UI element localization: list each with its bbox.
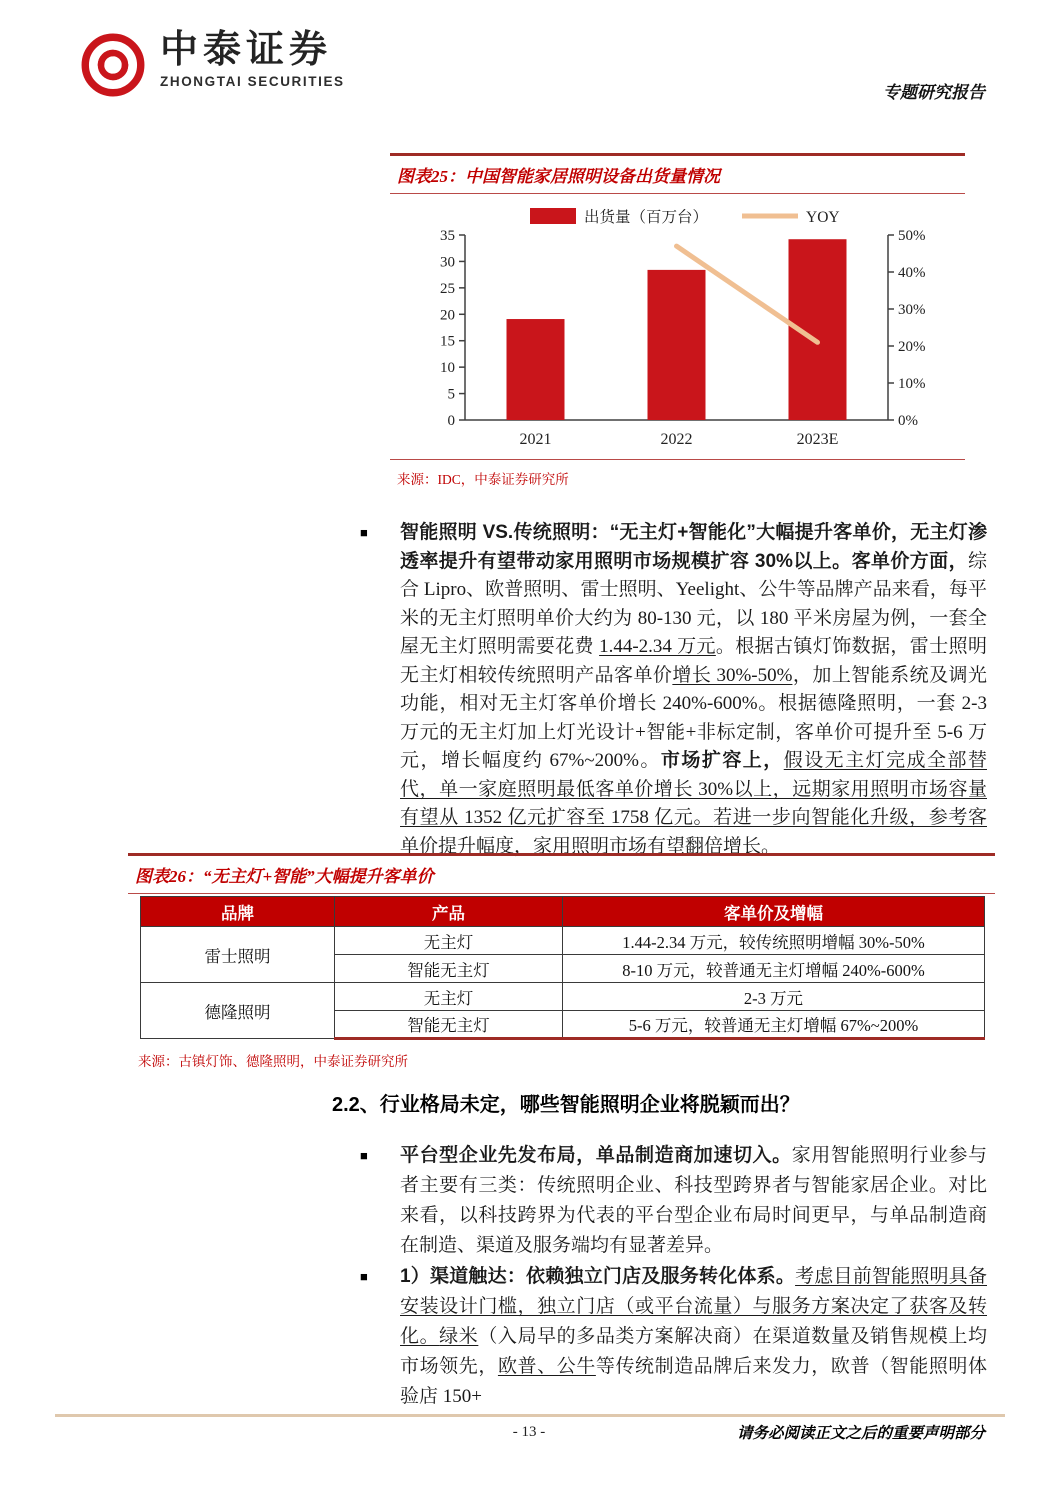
brand-cell: 雷士照明 (141, 927, 335, 983)
paragraph-text: 智能照明 VS.传统照明：“无主灯+智能化”大幅提升客单价，无主灯渗透率提升有望带动家用照明市场规模扩容 30%以上。客单价方面，综合 Lipro、欧普照明、雷士照明、Yeelight、公牛等品牌产品来看，每平米的无主灯照明单价大约为 80-130 元，以 180 平米房屋为例，一套全屋无主灯照明需要花费 1.44-2.34 万元。根据古镇灯饰数据，雷士照明无主灯相较传统照明产品客单价增长 30%-50%，加上智能系统及调光功能，相对无主灯客单价增长 240%-600%。根据德隆照明，一套 2-3 万元的无主灯加上灯光设计+智能+非标定制，客单价可提升至 5-6 万元，增长幅度约 67%~200%。市场扩容上，假设无主灯完成全部替代，单一家庭照明最低客单价增长 30%以上，远期家用照明市场容量有望从 1352 亿元扩容至 1758 亿元。若进一步向智能化升级，参考客单价提升幅度，家用照明市场有望翻倍增长。 (400, 522, 987, 857)
figure25-source: 来源：IDC，中泰证券研究所 (390, 459, 965, 492)
figure26-source: 来源：古镇灯饰、德隆照明，中泰证券研究所 (138, 1054, 408, 1069)
price-cell: 1.44-2.34 万元，较传统照明增幅 30%-50% (562, 927, 984, 955)
price-cell: 5-6 万元，较普通无主灯增幅 67%~200% (562, 1011, 984, 1039)
col-header-brand: 品牌 (141, 897, 335, 927)
bullet-square-icon: ■ (360, 1148, 368, 1163)
bullet-square-icon: ■ (360, 525, 368, 540)
svg-text:出货量（百万台）: 出货量（百万台） (584, 209, 709, 226)
svg-text:YOY: YOY (806, 209, 840, 226)
paragraph-text: 平台型企业先发布局，单品制造商加速切入。家用智能照明行业参与者主要有三类：传统照明企业、科技型跨界者与智能家居企业。对比来看，以科技跨界为代表的平台型企业布局时间更早，与单品制造商在制造、渠道及服务端均有显著差异。 (400, 1145, 987, 1256)
svg-text:35: 35 (440, 228, 455, 244)
table-row (141, 927, 985, 955)
product-cell: 智能无主灯 (335, 1011, 563, 1039)
product-cell: 智能无主灯 (335, 955, 563, 983)
zhongtai-logo-icon (76, 28, 150, 102)
brand-name-cn: 中泰证券 (160, 29, 333, 71)
svg-text:20%: 20% (898, 339, 926, 355)
footer-disclaimer: 请务必阅读正文之后的重要声明部分 (736, 1425, 985, 1442)
svg-text:50%: 50% (898, 228, 926, 244)
table-header-row (141, 897, 985, 927)
svg-text:25: 25 (440, 280, 455, 297)
paragraph-text: 1）渠道触达：依赖独立门店及服务转化体系。考虑目前智能照明具备安装设计门槛，独立门店（或平台流量）与服务方案决定了获客及转化。绿米（入局早的多品类方案解决商）在渠道数量及销售规模上均市场领先，欧普、公牛等传统制造品牌后来发力，欧普（智能照明体验店 150+ (400, 1266, 987, 1407)
svg-text:2023E: 2023E (796, 431, 839, 448)
table-row (141, 983, 985, 1011)
bullet-square-icon: ■ (360, 1269, 368, 1284)
svg-text:30: 30 (440, 254, 455, 271)
figure26-title: 图表26：“无主灯+智能”大幅提升客单价 (128, 853, 995, 894)
paragraph-channel-reach (360, 1262, 987, 1412)
svg-text:30%: 30% (898, 302, 926, 318)
paragraph-platform-companies (360, 1141, 987, 1261)
brand-text (160, 28, 345, 89)
svg-text:20: 20 (440, 307, 455, 324)
price-table (140, 896, 985, 1040)
svg-text:5: 5 (447, 386, 455, 403)
col-header-product: 产品 (335, 897, 563, 927)
price-table-wrap (140, 896, 985, 1040)
report-type-label: 专题研究报告 (883, 83, 985, 102)
svg-text:10: 10 (440, 360, 455, 377)
svg-text:40%: 40% (898, 265, 926, 281)
svg-text:15: 15 (440, 333, 455, 350)
company-logo (76, 28, 345, 102)
figure26-block (128, 853, 995, 1074)
col-header-price: 客单价及增幅 (562, 897, 984, 927)
product-cell: 无主灯 (335, 927, 563, 955)
brand-cell: 德隆照明 (141, 983, 335, 1039)
product-cell: 无主灯 (335, 983, 563, 1011)
paragraph-smart-vs-traditional (360, 519, 987, 861)
figure25-chart (390, 194, 965, 459)
price-cell: 2-3 万元 (562, 983, 984, 1011)
figure25-block (390, 153, 965, 492)
page-number: - 13 - (512, 1424, 546, 1440)
svg-text:2021: 2021 (519, 431, 552, 448)
figure25-title: 图表25：中国智能家居照明设备出货量情况 (390, 153, 965, 194)
svg-text:2022: 2022 (660, 431, 693, 448)
footer-divider (55, 1414, 1005, 1417)
brand-name-en: ZHONGTAI SECURITIES (160, 74, 345, 89)
svg-text:10%: 10% (898, 376, 926, 392)
price-cell: 8-10 万元，较普通无主灯增幅 240%-600% (562, 955, 984, 983)
section-heading-2-2: 2.2、行业格局未定，哪些智能照明企业将脱颖而出？ (332, 1094, 800, 1116)
svg-text:0%: 0% (898, 413, 918, 429)
svg-text:0: 0 (447, 413, 455, 429)
